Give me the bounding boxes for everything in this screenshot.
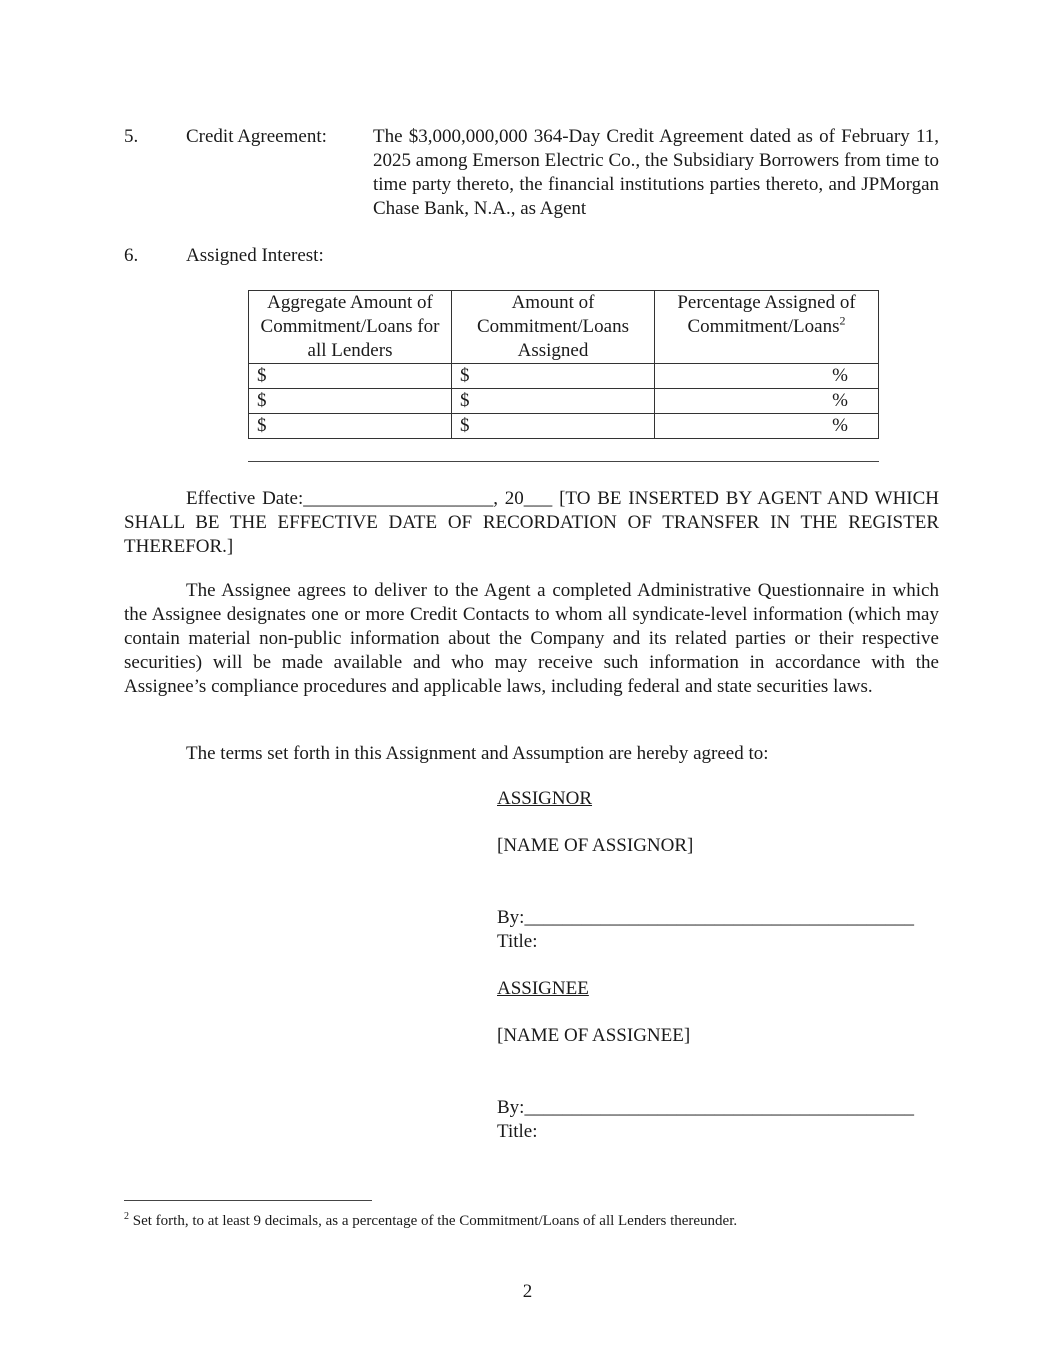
footnote-text: Set forth, to at least 9 decimals, as a percentage of the Commitment/Loans of all Lenders thereunder. bbox=[129, 1213, 738, 1229]
effective-date-note: [TO BE INSERTED BY AGENT AND WHICH SHALL BE THE EFFECTIVE DATE OF RECORDATION OF TRANSFER IN THE REGISTER THEREFOR.] bbox=[124, 488, 940, 557]
table-cell: % bbox=[655, 389, 879, 414]
table-row bbox=[249, 414, 879, 439]
assignor-name: [NAME OF ASSIGNOR] bbox=[497, 835, 694, 856]
footnote bbox=[124, 1211, 737, 1231]
table-header-amount: Amount of Commitment/Loans Assigned bbox=[452, 291, 655, 364]
table-cell: $ bbox=[452, 364, 655, 389]
divider-line bbox=[248, 461, 879, 462]
page-number: 2 bbox=[522, 1281, 533, 1302]
effective-date-year: , 20___ bbox=[493, 488, 553, 509]
section-5-text: The $3,000,000,000 364-Day Credit Agreement dated as of February 11, 2025 among Emerson Electric Co., the Subsidiary Borrowers from time to time party thereto, the financial institutions parties thereto, and JPMorgan Chase Bank, N.A., as Agent bbox=[373, 126, 939, 219]
assignor-signature-line: By:_________________________________________ bbox=[497, 907, 914, 928]
assignee-signature-line: By:_________________________________________ bbox=[497, 1097, 914, 1118]
table-row bbox=[249, 364, 879, 389]
footnote-reference: 2 bbox=[839, 313, 846, 328]
section-5-number: 5. bbox=[124, 126, 139, 147]
table-cell: % bbox=[655, 414, 879, 439]
questionnaire-paragraph: The Assignee agrees to deliver to the Agent a completed Administrative Questionnaire in which the Assignee designates one or more Credit Contacts to whom all syndicate-level information (which may contain material non-public information about the Company and its related parties or their respective securities) will be made available and who may receive such information in accordance with the Assignee’s compliance procedures and applicable laws, including federal and state securities laws. bbox=[124, 580, 939, 697]
table-header-aggregate: Aggregate Amount of Commitment/Loans for all Lenders bbox=[249, 291, 452, 364]
footnote-marker: 2 bbox=[124, 1211, 129, 1222]
table-cell: $ bbox=[249, 364, 452, 389]
table-row bbox=[249, 389, 879, 414]
table-cell: $ bbox=[452, 414, 655, 439]
table-cell: $ bbox=[452, 389, 655, 414]
assignor-heading: ASSIGNOR bbox=[497, 788, 593, 809]
table-header-row bbox=[249, 291, 879, 364]
section-6-label: Assigned Interest: bbox=[186, 245, 324, 266]
table-header-percentage-text: Percentage Assigned of Commitment/Loans bbox=[677, 292, 856, 337]
assignee-title: Title: bbox=[497, 1121, 538, 1142]
section-5-label: Credit Agreement: bbox=[186, 126, 327, 147]
table-cell: $ bbox=[249, 414, 452, 439]
assignee-heading: ASSIGNEE bbox=[497, 978, 589, 999]
table-cell: $ bbox=[249, 389, 452, 414]
assignor-title: Title: bbox=[497, 931, 538, 952]
effective-date-label: Effective Date: bbox=[186, 488, 304, 509]
assigned-interest-table bbox=[248, 290, 879, 439]
agreement-line: The terms set forth in this Assignment and Assumption are hereby agreed to: bbox=[186, 743, 769, 764]
assignee-name: [NAME OF ASSIGNEE] bbox=[497, 1025, 691, 1046]
effective-date-paragraph bbox=[124, 487, 939, 559]
effective-date-blank: ____________________ bbox=[303, 488, 494, 509]
table-cell: % bbox=[655, 364, 879, 389]
footnote-separator bbox=[124, 1200, 372, 1201]
table-header-percentage bbox=[655, 291, 879, 364]
section-6-number: 6. bbox=[124, 245, 139, 266]
